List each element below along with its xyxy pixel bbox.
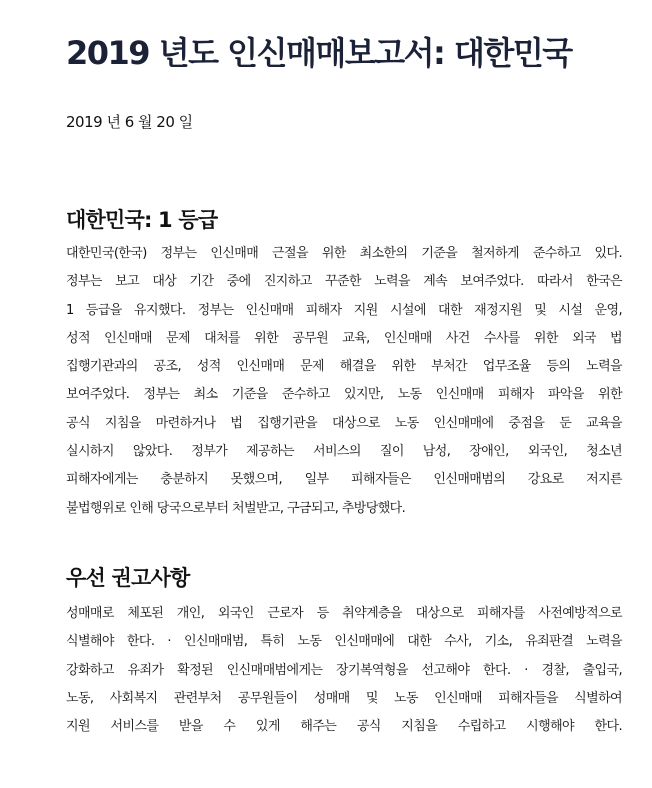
paragraph-line: 실시하지 않았다. 정부가 제공하는 서비스의 질이 남성, 장애인, 외국인, 청소년	[66, 444, 622, 460]
paragraph-line: 성적 인신매매 문제 대처를 위한 공무원 교육, 인신매매 사건 수사를 위한 외국 법	[66, 330, 622, 346]
paragraph-line: 식별해야 한다. · 인신매매범, 특히 노동 인신매매에 대한 수사, 기소, 유죄판결 노력을	[66, 634, 622, 650]
paragraph-line: 공식 지침을 마련하거나 법 집행기관을 대상으로 노동 인신매매에 중점을 둔 교육을	[66, 415, 622, 431]
tier-ranking-paragraph	[66, 240, 622, 523]
report-date: 2019 년 6 월 20 일	[66, 113, 193, 131]
section-heading-priority-recommendations: 우선 권고사항	[66, 566, 190, 591]
paragraph-line: 노동, 사회복지 관련부처 공무원들이 성매매 및 노동 인신매매 피해자들을 식별하여	[66, 690, 622, 706]
document-title: 2019 년도 인신매매보고서: 대한민국	[66, 34, 572, 73]
paragraph-line: 집행기관과의 공조, 성적 인신매매 문제 해결을 위한 부처간 업무조율 등의 노력을	[66, 359, 622, 375]
paragraph-line: 지원 서비스를 받을 수 있게 해주는 공식 지침을 수립하고 시행해야 한다.	[66, 719, 622, 735]
paragraph-line: 대한민국(한국) 정부는 인신매매 근절을 위한 최소한의 기준을 철저하게 준수하고 있다.	[66, 246, 622, 261]
paragraph-line: 정부는 보고 대상 기간 중에 진지하고 꾸준한 노력을 계속 보여주었다. 따라서 한국은	[66, 274, 622, 290]
paragraph-line: 성매매로 체포된 개인, 외국인 근로자 등 취약계층을 대상으로 피해자를 사전예방적으로	[66, 606, 622, 621]
priority-recommendations-paragraph	[66, 600, 622, 741]
paragraph-line: 강화하고 유죄가 확정된 인신매매범에게는 장기복역형을 선고해야 한다. · 경찰, 출입국,	[66, 662, 622, 678]
paragraph-line: 1 등급을 유지했다. 정부는 인신매매 피해자 지원 시설에 대한 재정지원 및 시설 운영,	[66, 302, 622, 318]
paragraph-line: 피해자에게는 충분하지 못했으며, 일부 피해자들은 인신매매범의 강요로 저지른	[66, 472, 622, 488]
section-heading-tier-ranking: 대한민국: 1 등급	[66, 208, 218, 233]
paragraph-line: 불법행위로 인해 당국으로부터 처벌받고, 구금되고, 추방당했다.	[66, 500, 406, 516]
paragraph-line: 보여주었다. 정부는 최소 기준을 준수하고 있지만, 노동 인신매매 피해자 파악을 위한	[66, 387, 622, 403]
